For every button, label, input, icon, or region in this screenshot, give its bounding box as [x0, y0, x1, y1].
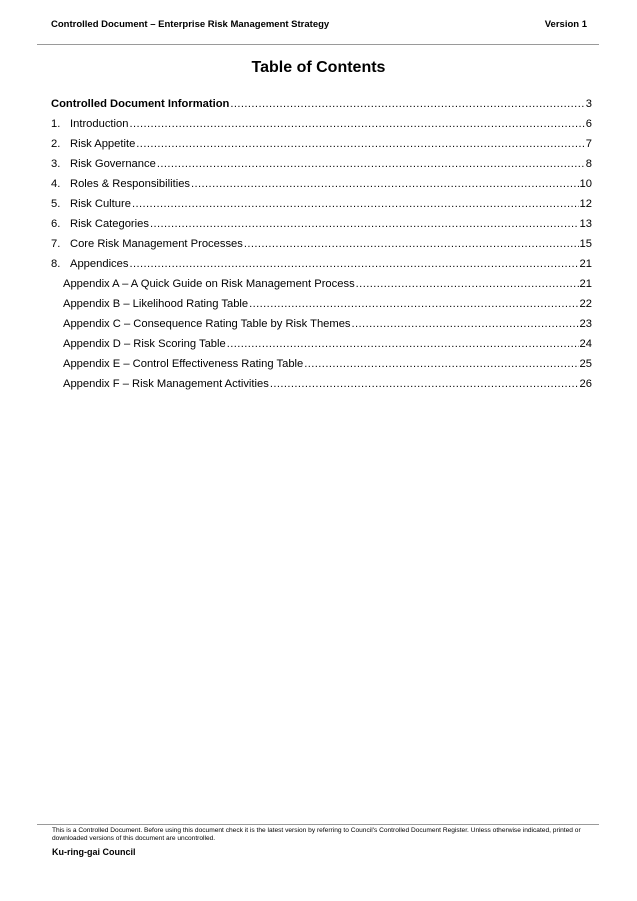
- footer-organization: Ku-ring-gai Council: [52, 847, 136, 857]
- page-header: [51, 19, 587, 37]
- toc-leader-dots: [132, 198, 579, 210]
- toc-entry-appendix-b[interactable]: [51, 298, 592, 318]
- toc-leader-dots: [227, 338, 579, 350]
- toc-section-number: 8.: [51, 258, 61, 270]
- toc-entry-appendix-d[interactable]: [51, 338, 592, 358]
- toc-leader-dots: [136, 138, 584, 150]
- toc-section-number: 3.: [51, 158, 61, 170]
- toc-entry-label: Appendix B – Likelihood Rating Table: [63, 298, 249, 310]
- toc-entry-label: Roles & Responsibilities: [70, 178, 191, 190]
- toc-entry-label: Risk Categories: [70, 218, 149, 230]
- toc-page-number: 21: [579, 258, 592, 270]
- toc-page-number: 6: [585, 118, 592, 130]
- toc-page-number: 13: [579, 218, 592, 230]
- toc-leader-dots: [157, 158, 585, 170]
- toc-entry-label: Appendices: [70, 258, 129, 270]
- toc-page-number: 15: [579, 238, 592, 250]
- toc-entry-label: Appendix E – Control Effectiveness Rating Table: [63, 358, 304, 370]
- toc-section-number: 7.: [51, 238, 61, 250]
- toc-page-number: 23: [579, 318, 592, 330]
- toc-leader-dots: [304, 358, 578, 370]
- toc-leader-dots: [191, 178, 579, 190]
- toc-entry-label: Controlled Document Information: [51, 98, 230, 110]
- toc-entry-label: Appendix F – Risk Management Activities: [63, 378, 269, 390]
- table-of-contents: [51, 98, 592, 398]
- toc-entry-risk-categories[interactable]: [51, 218, 592, 238]
- toc-entry-label: Appendix D – Risk Scoring Table: [63, 338, 226, 350]
- header-version: Version 1: [544, 19, 587, 30]
- toc-leader-dots: [129, 258, 578, 270]
- toc-section-number: 2.: [51, 138, 61, 150]
- toc-entry-roles-responsibilities[interactable]: [51, 178, 592, 198]
- toc-page-number: 21: [579, 278, 592, 290]
- toc-entry-appendix-c[interactable]: [51, 318, 592, 338]
- toc-section-number: 4.: [51, 178, 61, 190]
- toc-page-number: 10: [579, 178, 592, 190]
- toc-leader-dots: [270, 378, 579, 390]
- toc-entry-appendix-f[interactable]: [51, 378, 592, 398]
- toc-entry-risk-culture[interactable]: [51, 198, 592, 218]
- toc-page-number: 24: [579, 338, 592, 350]
- toc-page-number: 25: [579, 358, 592, 370]
- toc-page-number: 7: [585, 138, 592, 150]
- toc-entry-risk-governance[interactable]: [51, 158, 592, 178]
- toc-leader-dots: [249, 298, 578, 310]
- footer-divider: [37, 824, 599, 825]
- toc-entry-appendix-e[interactable]: [51, 358, 592, 378]
- toc-leader-dots: [230, 98, 584, 110]
- toc-leader-dots: [150, 218, 579, 230]
- toc-entry-label: Core Risk Management Processes: [70, 238, 243, 250]
- toc-entry-label: Appendix A – A Quick Guide on Risk Management Process: [63, 278, 355, 290]
- toc-page-number: 8: [585, 158, 592, 170]
- toc-page-number: 22: [579, 298, 592, 310]
- toc-entry-label: Risk Appetite: [70, 138, 136, 150]
- toc-leader-dots: [129, 118, 584, 130]
- toc-entry-risk-appetite[interactable]: [51, 138, 592, 158]
- toc-entry-appendices[interactable]: [51, 258, 592, 278]
- toc-section-number: 6.: [51, 218, 61, 230]
- toc-entry-core-risk-management-processes[interactable]: [51, 238, 592, 258]
- toc-leader-dots: [244, 238, 579, 250]
- toc-entry-appendix-a[interactable]: [51, 278, 592, 298]
- footer-disclaimer: This is a Controlled Document. Before using this document check it is the latest version by referring to Council's Controlled Document Register. Unless otherwise indicated, printed or downloaded versions of this document are uncontrolled.: [52, 827, 581, 842]
- toc-section-number: 1.: [51, 118, 61, 130]
- toc-entry-introduction[interactable]: [51, 118, 592, 138]
- toc-page-number: 3: [585, 98, 592, 110]
- toc-page-number: 26: [579, 378, 592, 390]
- toc-leader-dots: [352, 318, 579, 330]
- header-document-title: Controlled Document – Enterprise Risk Management Strategy: [51, 19, 330, 30]
- toc-leader-dots: [356, 278, 579, 290]
- toc-entry-label: Introduction: [70, 118, 129, 130]
- toc-page-number: 12: [579, 198, 592, 210]
- toc-entry-label: Appendix C – Consequence Rating Table by Risk Themes: [63, 318, 351, 330]
- toc-section-number: 5.: [51, 198, 61, 210]
- toc-entry-controlled-document-information[interactable]: [51, 98, 592, 118]
- header-divider: [37, 44, 599, 45]
- toc-entry-label: Risk Culture: [70, 198, 131, 210]
- toc-entry-label: Risk Governance: [70, 158, 156, 170]
- page-title: Table of Contents: [251, 59, 386, 76]
